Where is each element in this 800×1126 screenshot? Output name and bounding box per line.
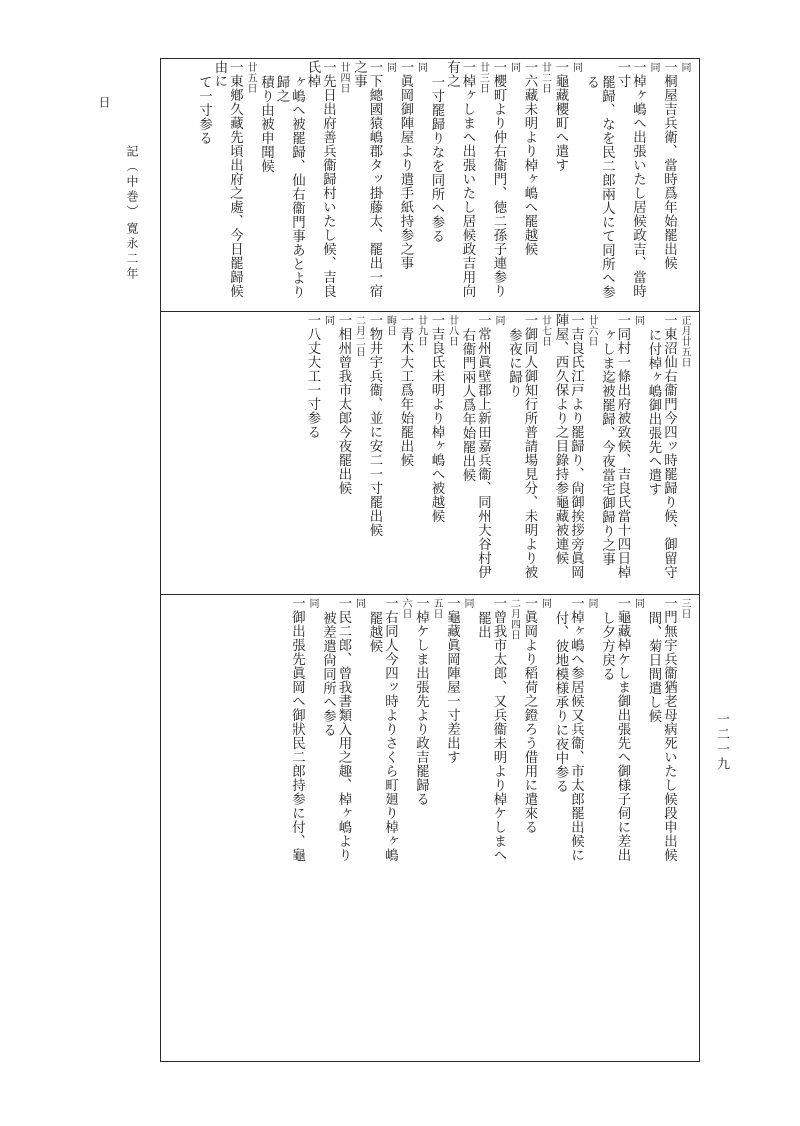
upper-section: [160, 60, 700, 310]
entry-text-line: 一青木大工爲年始罷出候: [398, 313, 413, 467]
entry-date-mark: 同: [648, 62, 659, 73]
entry-text-line: 罷歸、なを民二郎兩人にて同所へ参る: [584, 75, 615, 299]
entry-text-line: 罷越候: [367, 611, 382, 653]
entry-date-mark: 廿六日: [586, 315, 597, 347]
entry-text-line: 一右同人今四ッ時よりさくら町廻り棹ヶ嶋: [382, 596, 398, 862]
entry-date-mark: 廿五日: [245, 62, 256, 94]
entry-date-mark: 同: [586, 598, 597, 609]
entry-text-line: 一吉良氏江戸より罷歸り、尙御挨拶旁眞岡: [568, 313, 584, 579]
entry-date-mark: 二月二日: [353, 315, 365, 358]
entry-date-mark: 晦日: [384, 315, 396, 337]
entry-date-mark: 同: [462, 598, 473, 609]
entry-text-line: 一八丈大工一寸参る: [305, 313, 320, 439]
entry-text-line: 付、彼地模様承りに夜中参る: [553, 611, 568, 793]
entry-date-mark: 廿七日: [539, 315, 551, 347]
entry-text-line: 一棹ケしま出張先より政吉罷歸る: [413, 596, 429, 806]
entry-text-line: て一寸参る: [196, 75, 212, 145]
entry-text-line: 一物井宇兵衞、並に安二一寸罷出候: [367, 313, 382, 537]
entry-text-line: に付棹ヶ嶋御出張先へ遣す: [646, 328, 661, 496]
entry-text-line: 一眞岡御陣屋より遣手紙持参之事: [398, 60, 413, 270]
lower-section: [160, 596, 700, 1060]
entry-text-line: 一東沼仙右衞門今四ッ時罷歸り候、御留守: [661, 313, 677, 579]
header-title-a: 日: [97, 96, 111, 111]
entry-text-line: 一櫻町より仲右衞門、徳二孫子連参り: [491, 60, 506, 298]
entry-date-mark: 同: [322, 315, 334, 326]
header-title-b: 記（中巻）: [125, 145, 139, 220]
entry-date-mark: 同: [384, 62, 396, 73]
entry-text-line: 一曾我市太郎、又兵衞未明より棹ケしまへ: [491, 596, 506, 862]
entry-date-mark: 廿八日: [446, 315, 458, 347]
entry-text-line: ヶ嶋へ被罷歸、仙右衞門事あとより歸之: [274, 75, 305, 299]
entry-date-mark: 六日: [400, 598, 411, 620]
entry-date-mark: 同: [353, 598, 365, 609]
upper-text-column: [166, 60, 692, 310]
entry-text-line: 一龜藏棹ケしま御出張先へ御様子伺に差出: [615, 596, 630, 862]
entry-date-mark: 廿四日: [338, 62, 349, 94]
entry-text-line: 一門無宇兵衞猶老母病死いたし候段申出候: [661, 596, 677, 862]
entry-text-line: 一常州眞壁郡上新田嘉兵衞、同州大谷村伊: [475, 313, 491, 579]
entry-date-mark: 同: [493, 315, 504, 326]
entry-date-mark: 同: [539, 598, 551, 609]
entry-date-mark: 同: [679, 62, 690, 73]
entry-text-line: 参夜に歸り: [506, 328, 522, 398]
entry-text-line: 間、菊日間遣し候: [646, 611, 661, 723]
entry-date-mark: 同: [307, 598, 318, 609]
entry-text-line: 一龜藏眞岡陣屋一寸差出す: [444, 596, 460, 764]
entry-text-line: 一六藏未明より棹ヶ嶋へ罷越候: [522, 60, 537, 256]
entry-text-line: 一眞岡より稻荷之鐙ろう借用に遣來る: [522, 596, 537, 834]
section-divider: [160, 311, 700, 312]
middle-section: [160, 313, 700, 593]
entry-date-mark: 正月廿五日: [679, 315, 690, 368]
entry-text-line: 一下總國猿嶋郡タッ掛藤太、罷出一宿之事: [351, 60, 382, 298]
entry-date-mark: 三日: [679, 598, 690, 620]
entry-date-mark: 廿三日: [477, 62, 489, 94]
entry-text-line: ヶしま迄被罷歸、今夜當宅御歸り之事: [599, 328, 615, 566]
entry-text-line: 陣屋、西久保より之目錄持参龜藏被連候: [553, 313, 568, 565]
entry-date-mark: 同: [570, 62, 582, 73]
entry-text-line: 罷出: [475, 611, 491, 639]
page-number: 一二一九: [714, 712, 729, 772]
entry-text-line: 一相州曾我市太郎今夜罷出候: [336, 313, 351, 495]
entry-text-line: 右衞門兩人爲年始罷出候: [460, 328, 475, 482]
entry-date-mark: 廿二日: [539, 62, 551, 94]
entry-text-line: 一御出張先眞岡へ御狀民二郎持参に付、龜: [289, 596, 305, 862]
entry-text-line: 一桐屋吉兵衛、當時爲年始罷出候: [661, 60, 677, 270]
entry-date-mark: 同: [632, 315, 644, 326]
lower-text-column: [166, 596, 692, 1060]
entry-date-mark: 五日: [431, 598, 442, 620]
entry-date-mark: 同: [632, 598, 644, 609]
entry-text-line: し夕方戻る: [599, 611, 615, 681]
entry-text-line: 一御同人御知行所普請場見分、未明より被: [522, 313, 537, 579]
header-era: 寛永二年: [125, 222, 139, 282]
entry-text-line: 一棹ヶしまへ出張いたし居候政吉用向有之: [444, 60, 475, 298]
entry-text-line: 一東鄕久藏先頃出府之處、今日罷歸候由に: [212, 60, 243, 298]
entry-date-mark: 二月四日: [508, 598, 520, 641]
entry-text-line: 一同村一條出府被致候、吉良氏當十四日棹: [615, 313, 630, 579]
entry-text-line: 被差遣尙同所へ参る: [320, 611, 336, 737]
entry-text-line: 積り由被申聞候: [258, 75, 274, 173]
entry-date-mark: 同: [508, 62, 520, 73]
entry-text-line: 一吉良氏未明より棹ヶ嶋へ被越候: [429, 313, 444, 523]
entry-text-line: 一先日出府善兵衞歸村いたし候、吉良氏棹: [305, 60, 336, 298]
entry-date-mark: 同: [415, 62, 427, 73]
entry-text-line: 一龜藏櫻町へ遣す: [553, 60, 568, 172]
section-divider: [160, 594, 700, 595]
entry-text-line: 一棹ヶ嶋へ参居候又兵衞、市太郎罷出候に: [568, 596, 584, 862]
entry-date-mark: 廿九日: [415, 315, 427, 347]
entry-text-line: 一民二郎、曾我書類入用之趣、棹ヶ嶋より: [336, 596, 351, 862]
entry-text-line: 一寸罷歸りなを同所へ参る: [429, 75, 444, 243]
middle-text-column: [166, 313, 692, 593]
entry-text-line: 一棹ヶ嶋へ出張いたし居候政吉、當時一寸: [615, 60, 646, 298]
